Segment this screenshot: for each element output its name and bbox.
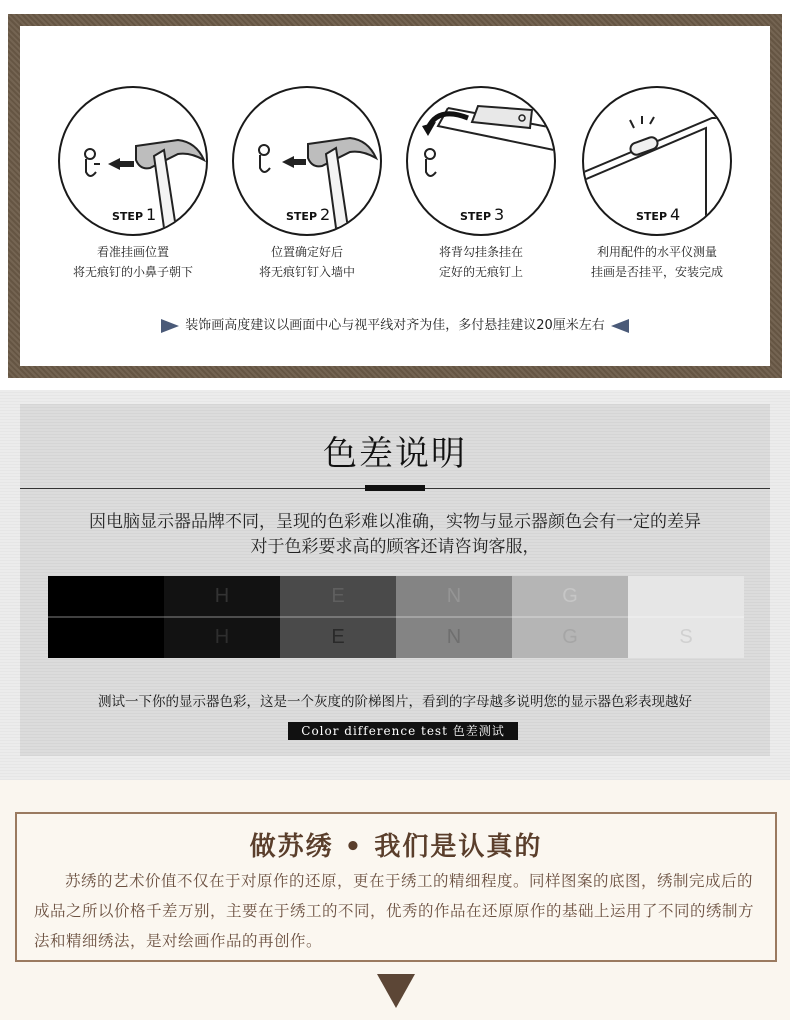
right-arrow-icon <box>161 319 179 333</box>
test-description: 测试一下你的显示器色彩，这是一个灰度的阶梯图片，看到的字母越多说明您的显示器色彩表现越好 <box>98 694 692 710</box>
gray-scale-strip <box>48 576 744 658</box>
step-2 <box>232 86 382 279</box>
install-note: 装饰画高度建议以画面中心与视平线对齐为佳，多付悬挂建议20厘米左右 <box>20 314 770 333</box>
step-1 <box>58 86 208 279</box>
down-arrow-icon <box>377 974 415 1008</box>
color-test-badge: Color difference test 色差测试 <box>288 722 518 740</box>
divider-accent <box>365 485 425 491</box>
step-3 <box>406 86 556 279</box>
gray-cell-3-top: E <box>280 576 396 617</box>
gray-cell-2-top: H <box>164 576 280 617</box>
section-title: 色差说明 <box>323 434 467 474</box>
embroidery-box <box>15 812 777 962</box>
embroidery-title: 做苏绣 • 我们是认真的 <box>249 832 543 862</box>
gray-cell-4-top: N <box>396 576 512 617</box>
color-description: 因电脑显示器品牌不同，呈现的色彩难以准确，实物与显示器颜色会有一定的差异 对于色彩要求高的顾客还请咨询客服， <box>89 512 701 557</box>
left-arrow-icon <box>108 158 120 170</box>
step-4-label: STEP 4 <box>636 205 681 224</box>
strip-divider <box>48 616 744 618</box>
left-arrow-icon <box>611 319 629 333</box>
embroidery-text: 苏绣的艺术价值不仅在于对原作的还原，更在于绣工的精细程度。同样图案的底图，绣制完成后的成品之所以价格千差万别，主要在于绣工的不同，优秀的作品在还原原作的基础上运用了不同的绣制方法和精细绣法，是对绘画作品的再创作。 <box>34 872 755 950</box>
gray-cell-5-bottom: G <box>512 617 628 658</box>
step-3-label: STEP 3 <box>460 205 505 224</box>
gray-cell-5-top: G <box>512 576 628 617</box>
install-section <box>0 0 790 390</box>
step-2-illustration <box>232 86 382 236</box>
step-3-illustration <box>406 86 556 236</box>
gray-cell-1-bottom <box>48 617 164 658</box>
hook-nail-icon <box>425 149 436 176</box>
hook-nail-icon <box>85 149 100 176</box>
step-3-caption: 将背勾挂条挂在 定好的无痕钉上 <box>438 245 523 279</box>
install-frame <box>8 14 782 378</box>
color-difference-section <box>0 390 790 780</box>
curved-arrow-icon <box>428 114 468 128</box>
step-4-illustration <box>582 86 732 236</box>
step-1-illustration <box>58 86 208 236</box>
gray-cell-1-top <box>48 576 164 617</box>
step-1-label: STEP 1 <box>112 205 157 224</box>
step-4 <box>582 86 732 279</box>
gray-cell-3-bottom: E <box>280 617 396 658</box>
gray-cell-4-bottom: N <box>396 617 512 658</box>
gray-cell-6-bottom: S <box>628 617 744 658</box>
gray-cell-2-bottom: H <box>164 617 280 658</box>
gray-cell-6-top <box>628 576 744 617</box>
color-difference-panel <box>20 404 770 756</box>
install-panel <box>20 26 770 366</box>
step-1-caption: 看准挂画位置 将无痕钉的小鼻子朝下 <box>72 245 193 279</box>
step-2-caption: 位置确定好后 将无痕钉钉入墙中 <box>258 245 355 279</box>
hook-nail-icon <box>259 145 270 172</box>
step-4-caption: 利用配件的水平仪测量 挂画是否挂平，安装完成 <box>590 245 723 279</box>
embroidery-section <box>0 780 790 1020</box>
left-arrow-icon <box>282 156 294 168</box>
step-2-label: STEP 2 <box>286 205 331 224</box>
